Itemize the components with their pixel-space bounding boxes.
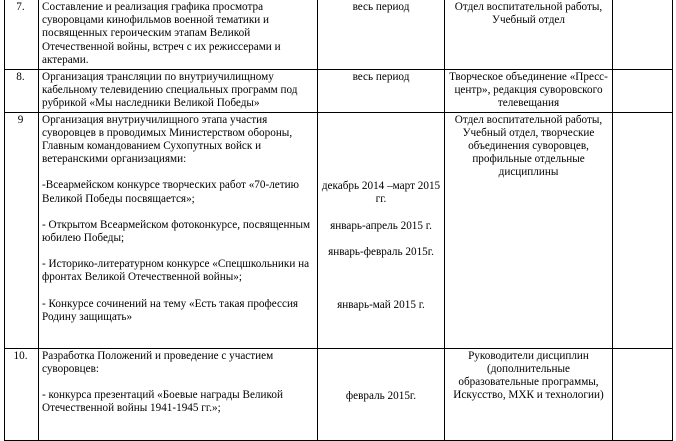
note-cell: [613, 69, 673, 112]
table-row: [5, 69, 673, 112]
responsible-party: Руководители дисциплин (дополнительные образовательные программы, Искусство, МХК и технологии): [445, 348, 613, 440]
event-period: весь период: [318, 0, 445, 69]
note-cell: [613, 348, 673, 440]
event-subitem: - Конкурсе сочинений на тему «Есть такая профессия Родину защищать»: [42, 297, 299, 323]
table-row: [5, 0, 673, 69]
note-cell: [613, 0, 673, 69]
responsible-party: Отдел воспитательной работы, Учебный отдел: [445, 0, 613, 69]
row-number: 9: [5, 112, 39, 348]
event-intro: Организация внутриучилищного этапа участия суворовцев в проводимых Министерством обороны, Главным командованием Сухопутных войск и ветеранскими организациями:: [42, 113, 293, 166]
row-number: 7.: [5, 0, 39, 69]
table-row: [5, 112, 673, 348]
event-period: [318, 348, 445, 440]
event-period: [318, 112, 445, 348]
event-description: Составление и реализация графика просмотра суворовцами кинофильмов военной тематики и посвященных героическим этапам Великой Отечественной войны, встреч с их режиссерами и актерами.: [39, 0, 318, 69]
subitem-period: декабрь 2014 –март 2015 гг.: [321, 179, 441, 205]
responsible-party: Отдел воспитательной работы, Учебный отдел, творческие объединения суворовцев, профильные отдельные дисциплины: [445, 112, 613, 348]
subitem-period: январь-февраль 2015г.: [328, 246, 434, 259]
event-subitem: -Всеармейском конкурсе творческих работ «70-летию Великой Победы посвящается»;: [42, 179, 300, 205]
subitem-period: январь-апрель 2015 г.: [330, 219, 432, 232]
subitem-period: февраль 2015г.: [345, 389, 417, 402]
note-cell: [613, 112, 673, 348]
responsible-party: Творческое объединение «Пресс-центр», редакция суворовского телевещания: [445, 69, 613, 112]
event-subitem: - конкурса презентаций «Боевые награды Великой Отечественной войны 1941-1945 гг.»;: [42, 388, 283, 415]
row-number: 10.: [5, 348, 39, 440]
row-number: 8.: [5, 69, 39, 112]
event-subitem: - Открытом Всеармейском фотоконкурсе, посвященным юбилею Победы;: [42, 218, 311, 244]
event-subitem: - Историко-литературном конкурсе «Спецшкольники на фронтах Великой Отечественной войны»;: [42, 258, 310, 284]
event-description: Организация трансляции по внутриучилищному кабельному телевидению специальных программ под рубрикой «Мы наследники Великой Победы»: [39, 69, 318, 112]
table-row: [5, 348, 673, 440]
event-description: [39, 112, 318, 348]
subitem-period: январь-май 2015 г.: [337, 299, 425, 312]
event-description: [39, 348, 318, 440]
event-period: весь период: [318, 69, 445, 112]
event-intro: Разработка Положений и проведение с участием суворовцев:: [42, 349, 274, 375]
events-table: [4, 0, 673, 441]
